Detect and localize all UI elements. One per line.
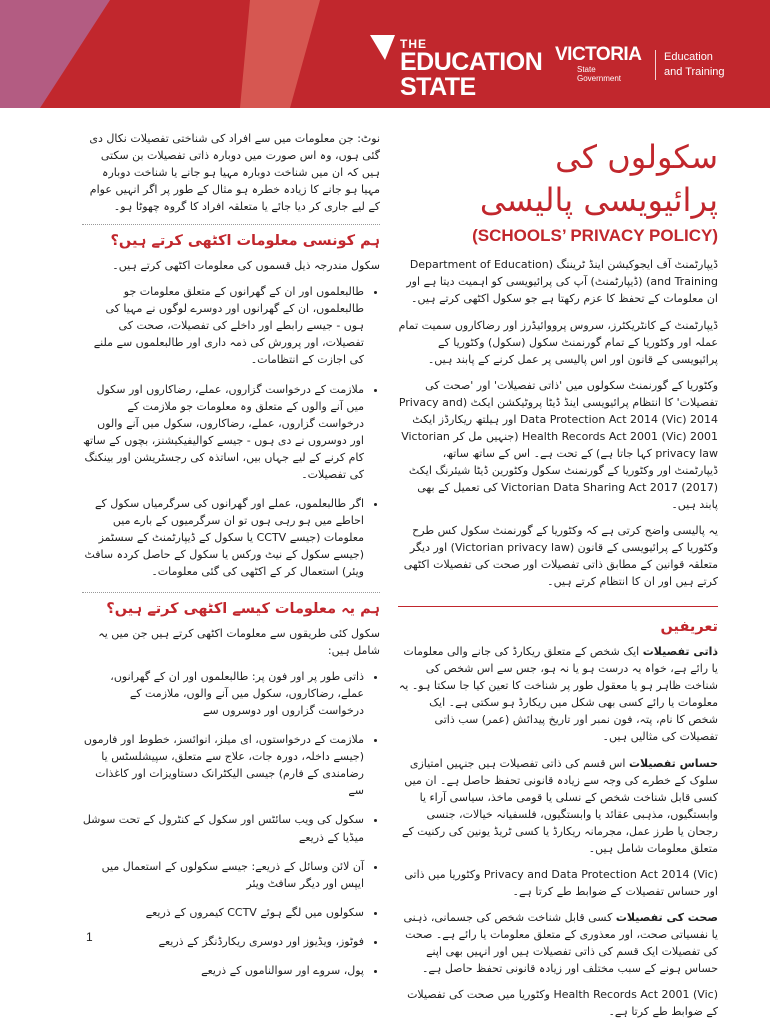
definitions-heading: تعریفیں (660, 619, 718, 636)
logo-government-label: Government (577, 73, 622, 83)
dotted-divider (82, 592, 380, 593)
definition-hra-note: Health Records Act 2001 (Vic) وکٹوریا میں صحت کی تفصیلات کے ضوابط طے کرتا ہے۔ (407, 988, 718, 1019)
section-divider (398, 606, 718, 607)
how-we-collect-list (82, 668, 380, 979)
how-we-collect-heading: ہم یہ معلومات کیسے اکٹھی کرتے ہیں؟ (106, 601, 380, 618)
dept-line-2: and Training (664, 65, 725, 78)
urdu-title (398, 136, 718, 222)
page-number: 1 (86, 930, 93, 944)
purple-chevron-logo-icon (0, 0, 400, 108)
logo-state: STATE (400, 73, 476, 101)
intro-paragraph-3: وکٹوریا کے گورنمنٹ سکولوں میں 'ذاتی تفصیلات' اور 'صحت کی تفصیلات' کا انتظام پرائیویسی اینڈ ڈیٹا پروٹیکشن ایکٹ (Privacy and Data Protection Act 2014 (Vic) 2014 اور ہیلتھ ریکارڈز ایکٹ Health Records Act 2001 (Vic) 2001 (جنہیں مل کر Victorian privacy law کہا جاتا ہے) کے تحت ہے۔ اس کے ساتھ ساتھ، ڈیپارٹمنٹ اور وکٹوریا کے گورنمنٹ سکول وکٹورین ڈیٹا شیئرنگ ایکٹ Victorian Data Sharing Act 2017 (2017) کی تعمیل کے بھی پابند ہیں۔ (398, 378, 718, 511)
list-item: • ذاتی طور پر اور فون پر: طالبعلموں اور ان کے گھرانوں، عملے، رضاکاروں، سکول میں آنے والوں، ملازمت کے درخواست گزاروں اور دوسروں سے (82, 668, 364, 719)
list-item: • سکولوں میں لگے ہوئے CCTV کیمروں کے ذریعے (82, 904, 364, 921)
definition-health (398, 909, 718, 977)
dept-line-1: Education (664, 51, 713, 63)
english-title: (SCHOOLS’ PRIVACY POLICY) (472, 226, 718, 246)
list-item: • فوٹوز، ویڈیوز اور دوسری ریکارڈنگز کے ذریعے (82, 933, 364, 950)
intro-paragraph-1: ڈیپارٹمنٹ آف ایجوکیشن اینڈ ٹریننگ (Department of Education and Training) (ڈیپارٹمنٹ) آپ کی پرائیویسی کو اہمیت دیتا ہے اور ان معلومات کے تحفظ کا عزم رکھتا ہے جو سکول اکٹھی کرتے ہیں۔ (406, 258, 718, 306)
definition-term: ذاتی تفصیلات (642, 645, 718, 659)
logo-victoria: VICTORIA (555, 44, 642, 65)
logo-the: THE (400, 37, 427, 51)
urdu-title-line-1: سکولوں کی (555, 138, 718, 176)
department-name (655, 50, 725, 80)
left-column (82, 130, 380, 991)
de-identified-note: نوٹ: جن معلومات میں سے افراد کی شناختی تفصیلات نکال دی گئی ہوں، وہ اس صورت میں دوبارہ ذاتی تفصیلات بن سکتی ہیں کہ ان میں شناخت دوبارہ مہیا ہو جانے یا شناخت دوبارہ مہیا ہو جانے کا زیادہ خطرہ ہو مثال کے طور پر اگر انہیں عوام کے لیے جاری کر دیا جائے یا متعلقہ افراد کا گروہ چھوٹا ہو۔ (89, 132, 380, 214)
how-we-collect-intro: سکول کئی طریقوں سے معلومات اکٹھی کرتے ہیں جن میں یہ شامل ہیں: (98, 627, 380, 658)
definition-text: اس قسم کی ذاتی تفصیلات ہیں جنہیں امتیازی سلوک کے خطرے کی وجہ سے زیادہ قانونی تحفظ حاصل ہے۔ ان میں کسی قابل شناخت شخص کے نسلی یا قومی ماخذ، سیاسی آراء یا وابستگیوں، مذہبی عقائد یا وابستگیوں، فلسفیانہ خیالات، جنسی رجحان یا طرز عمل، مجرمانہ ریکارڈ یا کسی ٹریڈ یونین کی رکنیت کے متعلق معلومات شامل ہیں۔ (402, 756, 718, 855)
definition-pdpa-note: Privacy and Data Protection Act 2014 (Vic) وکٹوریا میں ذاتی اور حساس تفصیلات کے ضوابط طے کرتا ہے۔ (404, 867, 718, 898)
definition-sensitive (398, 755, 718, 857)
list-item: • سکول کی ویب سائٹس اور سکول کے کنٹرول کے تحت سوشل میڈیا کے ذریعے (82, 811, 364, 845)
victoria-government-logo (555, 44, 642, 84)
right-column (398, 130, 718, 1029)
header-banner (0, 0, 770, 108)
dotted-divider (82, 224, 380, 225)
list-item: • طالبعلموں اور ان کے گھرانوں کے متعلق معلومات جو طالبعلموں، ان کے گھرانوں اور دوسرے لوگوں نے مہیا کی ہوں - جیسے رابطے اور داخلے کی تفصیلات، صحت کی تفصیلات، اور پرورش کی ذمہ داری اور طالبعلموں سے ملنے کی اجازت کے انتظامات۔ (82, 283, 364, 368)
definition-term: حساس تفصیلات (628, 756, 718, 770)
definition-text: کسی قابل شناخت شخص کی جسمانی، ذہنی یا نفسیاتی صحت، اور معذوری کے متعلق معلومات یا رائے ہے۔ صحت کی تفصیلات ایک قسم کی ذاتی تفصیلات ہیں اور انہیں بھی اپنے حساس ہونے کے سبب مختلف اور زیادہ قانونی تحفظ حاصل ہے۔ (403, 910, 718, 976)
what-we-collect-heading: ہم کونسی معلومات اکٹھی کرتے ہیں؟ (110, 233, 380, 250)
logo-state-label: State (577, 65, 596, 74)
what-we-collect-intro: سکول مندرجہ ذیل قسموں کی معلومات اکٹھی کرتے ہیں۔ (112, 259, 380, 273)
logo-education: EDUCATION (400, 48, 543, 76)
intro-paragraph-2: ڈیپارٹمنٹ کے کانٹریکٹرز، سروس پرووائیڈرز اور رضاکاروں سمیت تمام عملہ اور وکٹوریا کے تمام گورنمنٹ سکول (سکول) وکٹوریا کے پرائیویسی کے قانون اور اس پالیسی پر عمل کرنے کے پابند ہیں۔ (398, 318, 718, 366)
definition-text: ایک شخص کے متعلق ریکارڈ کی جانے والی معلومات یا رائے ہے، خواہ یہ درست ہو یا نہ ہو، جس سے اس شخص کی شناخت ظاہر ہو یا معقول طور پر شناخت کا تعین کیا جا سکتا ہو۔ یہ معلومات یا رائے کسی بھی شکل میں ریکارڈ ہو سکتی ہے۔ ایک شخص کا نام، پتہ، فون نمبر اور تاریخ پیدائش (عمر) سب ذاتی تفصیلات کی مثالیں ہیں۔ (398, 645, 718, 744)
list-item: • پول، سروے اور سوالناموں کے ذریعے (82, 962, 364, 979)
list-item: • اگر طالبعلموں، عملے اور گھرانوں کی سرگرمیاں سکول کے احاطے میں ہو رہی ہوں تو ان سرگرمیوں کے بارے میں معلومات (جیسے CCTV یا سکول کے ڈیپارٹمنٹ کے سسٹمز (جیسے سکول کے نیٹ ورکس یا سکول کے حاصل کردہ سافٹ ویئر) استعمال کر کے اکٹھی کی گئی معلومات۔ (82, 495, 364, 580)
education-state-logo (400, 38, 542, 100)
list-item: • آن لائن وسائل کے ذریعے: جیسے سکولوں کے استعمال میں ایپس اور دیگر سافٹ ویئر (82, 858, 364, 892)
what-we-collect-list (82, 283, 380, 580)
list-item: • ملازمت کے درخواستوں، ای میلز، انوائسز، خطوط اور فارموں (جیسے داخلہ، دورہ جات، علاج سے متعلق، سپیشلسٹس یا رضامندی کے فارم) جیسی الیکٹرانک دستاویزات اور کاغذات سے (82, 731, 364, 799)
list-item: • ملازمت کے درخواست گزاروں، عملے، رضاکاروں اور سکول میں آنے والوں کے متعلق وہ معلومات جو ملازمت کے درخواست گزاروں، عملے، رضاکاروں، سکول میں آنے والوں اور دوسروں نے دی ہوں - جیسے کوالیفیکیشنز، بچوں کے ساتھ کام کرنے کے لیے جہاں بیں، اساتذہ کی رجسٹریشن اور بینکنگ کی تفصیلات۔ (82, 381, 364, 483)
urdu-title-line-2: پرائیویسی پالیسی (479, 181, 718, 220)
definition-personal (398, 643, 718, 745)
definition-term: صحت کی تفصیلات (615, 910, 718, 924)
intro-paragraph-4: یہ پالیسی واضح کرتی ہے کہ وکٹوریا کے گورنمنٹ سکول کس طرح وکٹوریا کے پرائیویسی کے قانون (Victorian privacy law) اور دیگر متعلقہ قوانین کے مطابق ذاتی تفصیلات اور صحت کی تفصیلات اکٹھی کرتے ہیں اور ان کا انتظام کرتے ہیں۔ (403, 524, 718, 589)
